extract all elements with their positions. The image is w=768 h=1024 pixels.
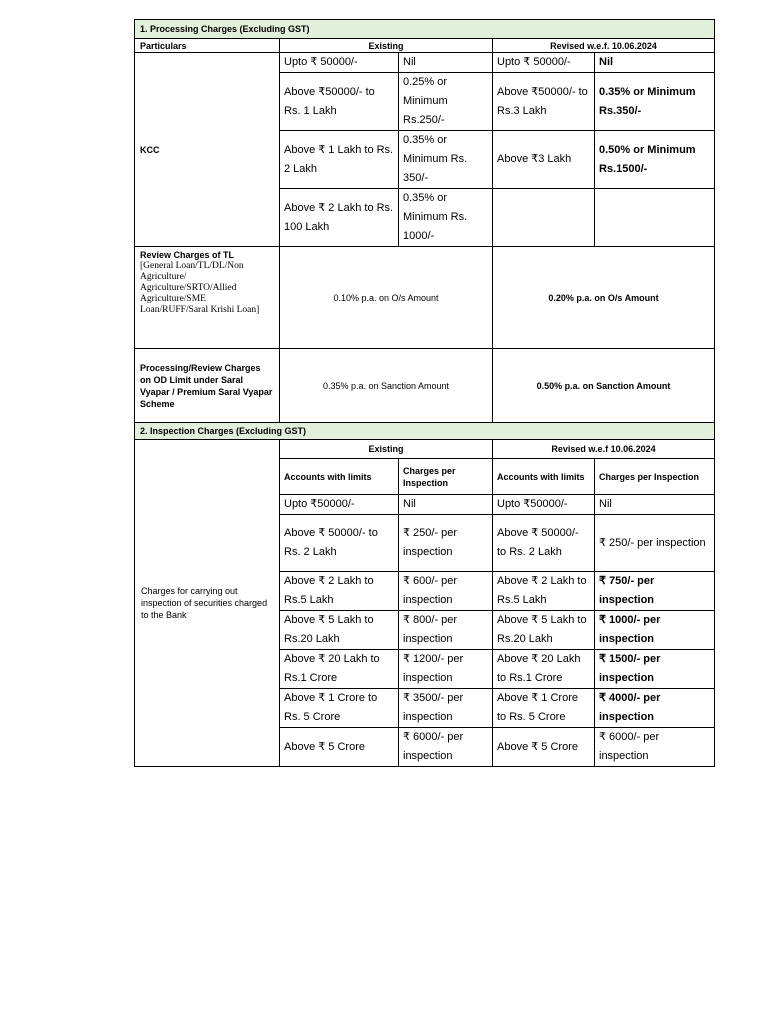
kcc-existing-charge: 0.35% or Minimum Rs. 1000/-	[399, 189, 493, 247]
s2-sub-accounts-existing: Accounts with limits	[280, 459, 399, 495]
inspection-label: Charges for carrying out inspection of securities charged to the Bank	[135, 440, 280, 767]
insp-revised-range: Upto ₹50000/-	[493, 495, 595, 515]
od-existing: 0.35% p.a. on Sanction Amount	[280, 349, 493, 423]
insp-existing-range: Above ₹ 20 Lakh to Rs.1 Crore	[280, 650, 399, 689]
insp-revised-range: Above ₹ 5 Lakh to Rs.20 Lakh	[493, 611, 595, 650]
insp-revised-charge: ₹ 750/- per inspection	[595, 572, 715, 611]
insp-existing-range: Above ₹ 5 Lakh to Rs.20 Lakh	[280, 611, 399, 650]
review-label-detail: [General Loan/TL/DL/Non Agriculture/ Agriculture/SRTO/Allied Agriculture/SME Loan/RUFF/Saral Krishi Loan]	[140, 261, 260, 315]
kcc-revised-charge: 0.50% or Minimum Rs.1500/-	[595, 131, 715, 189]
kcc-revised-range	[493, 189, 595, 247]
kcc-existing-range: Above ₹50000/- to Rs. 1 Lakh	[280, 73, 399, 131]
insp-revised-charge: ₹ 1500/- per inspection	[595, 650, 715, 689]
section1-header-row	[135, 39, 715, 53]
insp-existing-range: Above ₹ 1 Crore to Rs. 5 Crore	[280, 689, 399, 728]
insp-existing-charge: ₹ 800/- per inspection	[399, 611, 493, 650]
insp-existing-charge: ₹ 250/- per inspection	[399, 515, 493, 572]
insp-revised-range: Above ₹ 5 Crore	[493, 728, 595, 767]
kcc-revised-charge: Nil	[595, 53, 715, 73]
review-label-cell	[135, 247, 280, 349]
insp-revised-range: Above ₹ 50000/- to Rs. 2 Lakh	[493, 515, 595, 572]
insp-existing-range: Above ₹ 5 Crore	[280, 728, 399, 767]
insp-existing-charge: ₹ 600/- per inspection	[399, 572, 493, 611]
kcc-revised-range: Above ₹3 Lakh	[493, 131, 595, 189]
insp-revised-range: Above ₹ 20 Lakh to Rs.1 Crore	[493, 650, 595, 689]
insp-revised-range: Above ₹ 1 Crore to Rs. 5 Crore	[493, 689, 595, 728]
kcc-existing-charge: 0.25% or Minimum Rs.250/-	[399, 73, 493, 131]
kcc-row	[135, 53, 715, 73]
review-label-title: Review Charges of TL	[140, 250, 235, 260]
insp-revised-charge: ₹ 4000/- per inspection	[595, 689, 715, 728]
kcc-revised-range: Above ₹50000/- to Rs.3 Lakh	[493, 73, 595, 131]
insp-existing-range: Upto ₹50000/-	[280, 495, 399, 515]
od-row	[135, 349, 715, 423]
kcc-existing-range: Upto ₹ 50000/-	[280, 53, 399, 73]
od-revised: 0.50% p.a. on Sanction Amount	[493, 349, 715, 423]
s2-sub-accounts-revised: Accounts with limits	[493, 459, 595, 495]
kcc-existing-range: Above ₹ 1 Lakh to Rs. 2 Lakh	[280, 131, 399, 189]
insp-revised-charge: Nil	[595, 495, 715, 515]
insp-existing-range: Above ₹ 50000/- to Rs. 2 Lakh	[280, 515, 399, 572]
kcc-existing-charge: 0.35% or Minimum Rs. 350/-	[399, 131, 493, 189]
insp-existing-charge: ₹ 3500/- per inspection	[399, 689, 493, 728]
insp-existing-charge: ₹ 1200/- per inspection	[399, 650, 493, 689]
kcc-existing-charge: Nil	[399, 53, 493, 73]
insp-existing-charge: Nil	[399, 495, 493, 515]
col-particulars: Particulars	[135, 39, 280, 53]
insp-existing-range: Above ₹ 2 Lakh to Rs.5 Lakh	[280, 572, 399, 611]
kcc-revised-range: Upto ₹ 50000/-	[493, 53, 595, 73]
kcc-existing-range: Above ₹ 2 Lakh to Rs. 100 Lakh	[280, 189, 399, 247]
section2-header-row	[135, 440, 715, 459]
kcc-revised-charge: 0.35% or Minimum Rs.350/-	[595, 73, 715, 131]
kcc-label: KCC	[135, 53, 280, 247]
od-label: Processing/Review Charges on OD Limit under Saral Vyapar / Premium Saral Vyapar Scheme	[135, 349, 280, 423]
insp-revised-range: Above ₹ 2 Lakh to Rs.5 Lakh	[493, 572, 595, 611]
insp-revised-charge: ₹ 250/- per inspection	[595, 515, 715, 572]
s2-col-existing: Existing	[280, 440, 493, 459]
section1-title: 1. Processing Charges (Excluding GST)	[135, 20, 715, 39]
s2-sub-charges-existing: Charges per Inspection	[399, 459, 493, 495]
insp-revised-charge: ₹ 1000/- per inspection	[595, 611, 715, 650]
review-revised: 0.20% p.a. on O/s Amount	[493, 247, 715, 349]
section2-title: 2. Inspection Charges (Excluding GST)	[135, 423, 715, 440]
insp-existing-charge: ₹ 6000/- per inspection	[399, 728, 493, 767]
review-existing: 0.10% p.a. on O/s Amount	[280, 247, 493, 349]
col-revised: Revised w.e.f. 10.06.2024	[493, 39, 715, 53]
insp-revised-charge: ₹ 6000/- per inspection	[595, 728, 715, 767]
review-row	[135, 247, 715, 349]
s2-col-revised: Revised w.e.f 10.06.2024	[493, 440, 715, 459]
section1-title-row	[135, 20, 715, 39]
section2-title-row	[135, 423, 715, 440]
kcc-revised-charge	[595, 189, 715, 247]
charges-table	[134, 19, 715, 767]
col-existing: Existing	[280, 39, 493, 53]
s2-sub-charges-revised: Charges per Inspection	[595, 459, 715, 495]
